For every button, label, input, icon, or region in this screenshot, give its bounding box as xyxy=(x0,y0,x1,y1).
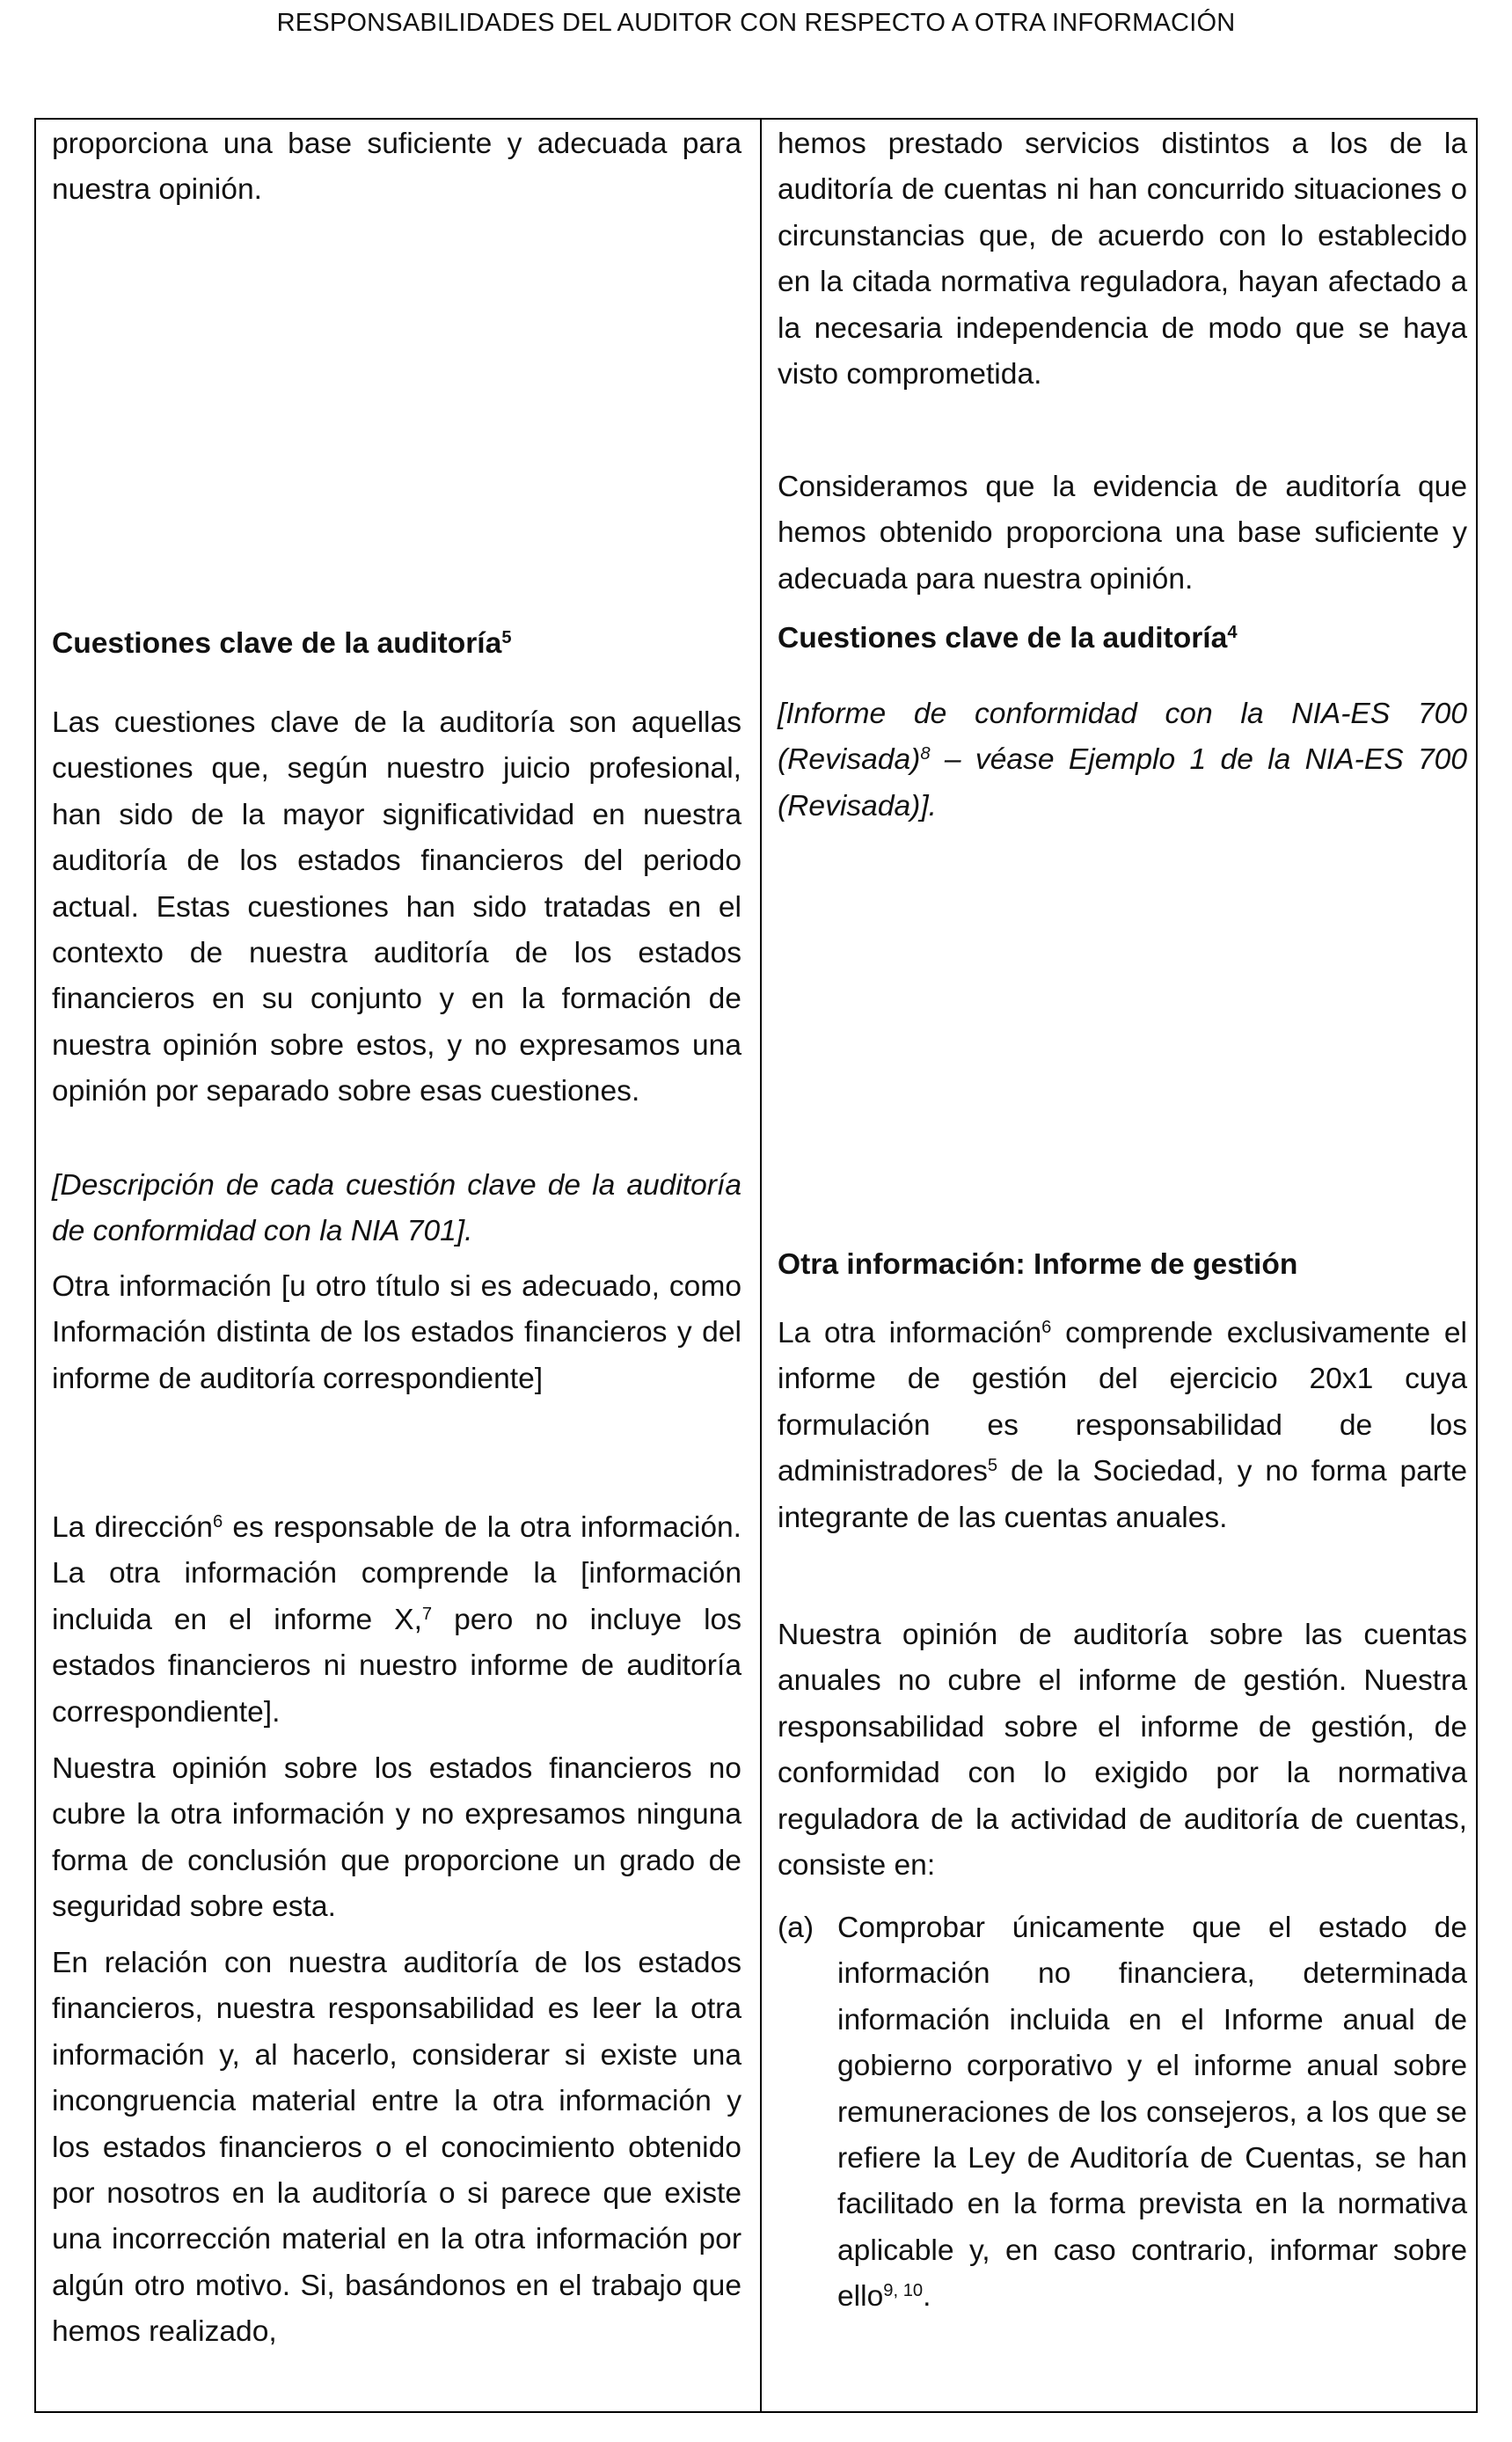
right-paragraph-independence: hemos prestado servicios distintos a los de la auditoría de cuentas ni han concurrido situaciones o circunstancias que, de acuerdo con lo establecido en la citada normativa reguladora, hayan afectado a la necesaria independencia de modo que se haya visto comprometida. xyxy=(778,128,1467,391)
right-paragraph-opinion: Nuestra opinión de auditoría sobre las cuentas anuales no cubre el informe de gestión. Nuestra responsabilidad sobre el informe de gestión, de conformidad con lo exigido por la normativa reguladora de la actividad de auditoría de cuentas, consiste en: xyxy=(778,1619,1467,1883)
left-paragraph-description: [Descripción de cada cuestión clave de la auditoría de conformidad con la NIA 701]. xyxy=(52,1169,741,1248)
right-list-item-a: (a) Comprobar únicamente que el estado de información no financiera, determinada información incluida en el Informe anual de gobierno corporativo y el informe anual sobre remuneraciones de los consejeros, a los que se refiere la Ley de Auditoría de Cuentas, se han facilitado en la forma prevista en la normativa aplicable y, en caso contrario, informar sobre ello$^{9, 10}$. xyxy=(778,1905,1467,2321)
column-divider xyxy=(760,120,762,2411)
left-paragraph-responsibility: En relación con nuestra auditoría de los estados financieros, nuestra responsabilidad es leer la otra información y, al hacerlo, considerar si existe una incongruencia material entre la otra información y los estados financieros o el conocimiento obtenido por nosotros en la auditoría o si parece que existe una incorrección material en la otra información por algún otro motivo. Si, basándonos en el trabajo que hemos realizado, xyxy=(52,1947,741,2349)
right-paragraph-other-info: La otra información$^6$ comprende exclusivamente el informe de gestión del ejercicio 20x1 cuya formulación es responsabilidad de los administradores$^5$ de la Sociedad, y no forma parte integrante de las cuentas anuales. xyxy=(778,1317,1467,1534)
right-heading-key-audit-matters: Cuestiones clave de la auditoría$^4$ xyxy=(778,622,1238,654)
left-paragraph-other-info-title: Otra información [u otro título si es adecuado, como Información distinta de los estados financieros y del informe de auditoría correspondiente] xyxy=(52,1270,741,1395)
list-item-label: (a) xyxy=(778,1912,814,1944)
right-paragraph-report-reference: [Informe de conformidad con la NIA-ES 700 (Revisada)$^8$ – véase Ejemplo 1 de la NIA-ES 700 (Revisada)]. xyxy=(778,698,1467,823)
two-column-table xyxy=(34,118,1478,2413)
left-paragraph-intro: proporciona una base suficiente y adecuada para nuestra opinión. xyxy=(52,128,741,207)
left-paragraph-opinion: Nuestra opinión sobre los estados financieros no cubre la otra información y no expresamos ninguna forma de conclusión que proporcione un grado de seguridad sobre esta. xyxy=(52,1752,741,1924)
left-heading-key-audit-matters: Cuestiones clave de la auditoría$^5$ xyxy=(52,627,512,660)
left-paragraph-key-matters: Las cuestiones clave de la auditoría son aquellas cuestiones que, según nuestro juicio profesional, han sido de la mayor significatividad en nuestra auditoría de los estados financieros del periodo actual. Estas cuestiones han sido tratadas en el contexto de nuestra auditoría de los estados financieros en su conjunto y en la formación de nuestra opinión sobre estos, y no expresamos una opinión por separado sobre esas cuestiones. xyxy=(52,706,741,1108)
right-paragraph-evidence: Consideramos que la evidencia de auditoría que hemos obtenido proporciona una base suficiente y adecuada para nuestra opinión. xyxy=(778,471,1467,596)
right-heading-management-report: Otra información: Informe de gestión xyxy=(778,1248,1298,1281)
left-paragraph-management: La dirección$^6$ es responsable de la otra información. La otra información comprende la [información incluida en el informe X,$^7$ pero no incluye los estados financieros ni nuestro informe de auditoría correspondiente]. xyxy=(52,1511,741,1729)
page-header-title: RESPONSABILIDADES DEL AUDITOR CON RESPECTO A OTRA INFORMACIÓN xyxy=(276,9,1236,37)
